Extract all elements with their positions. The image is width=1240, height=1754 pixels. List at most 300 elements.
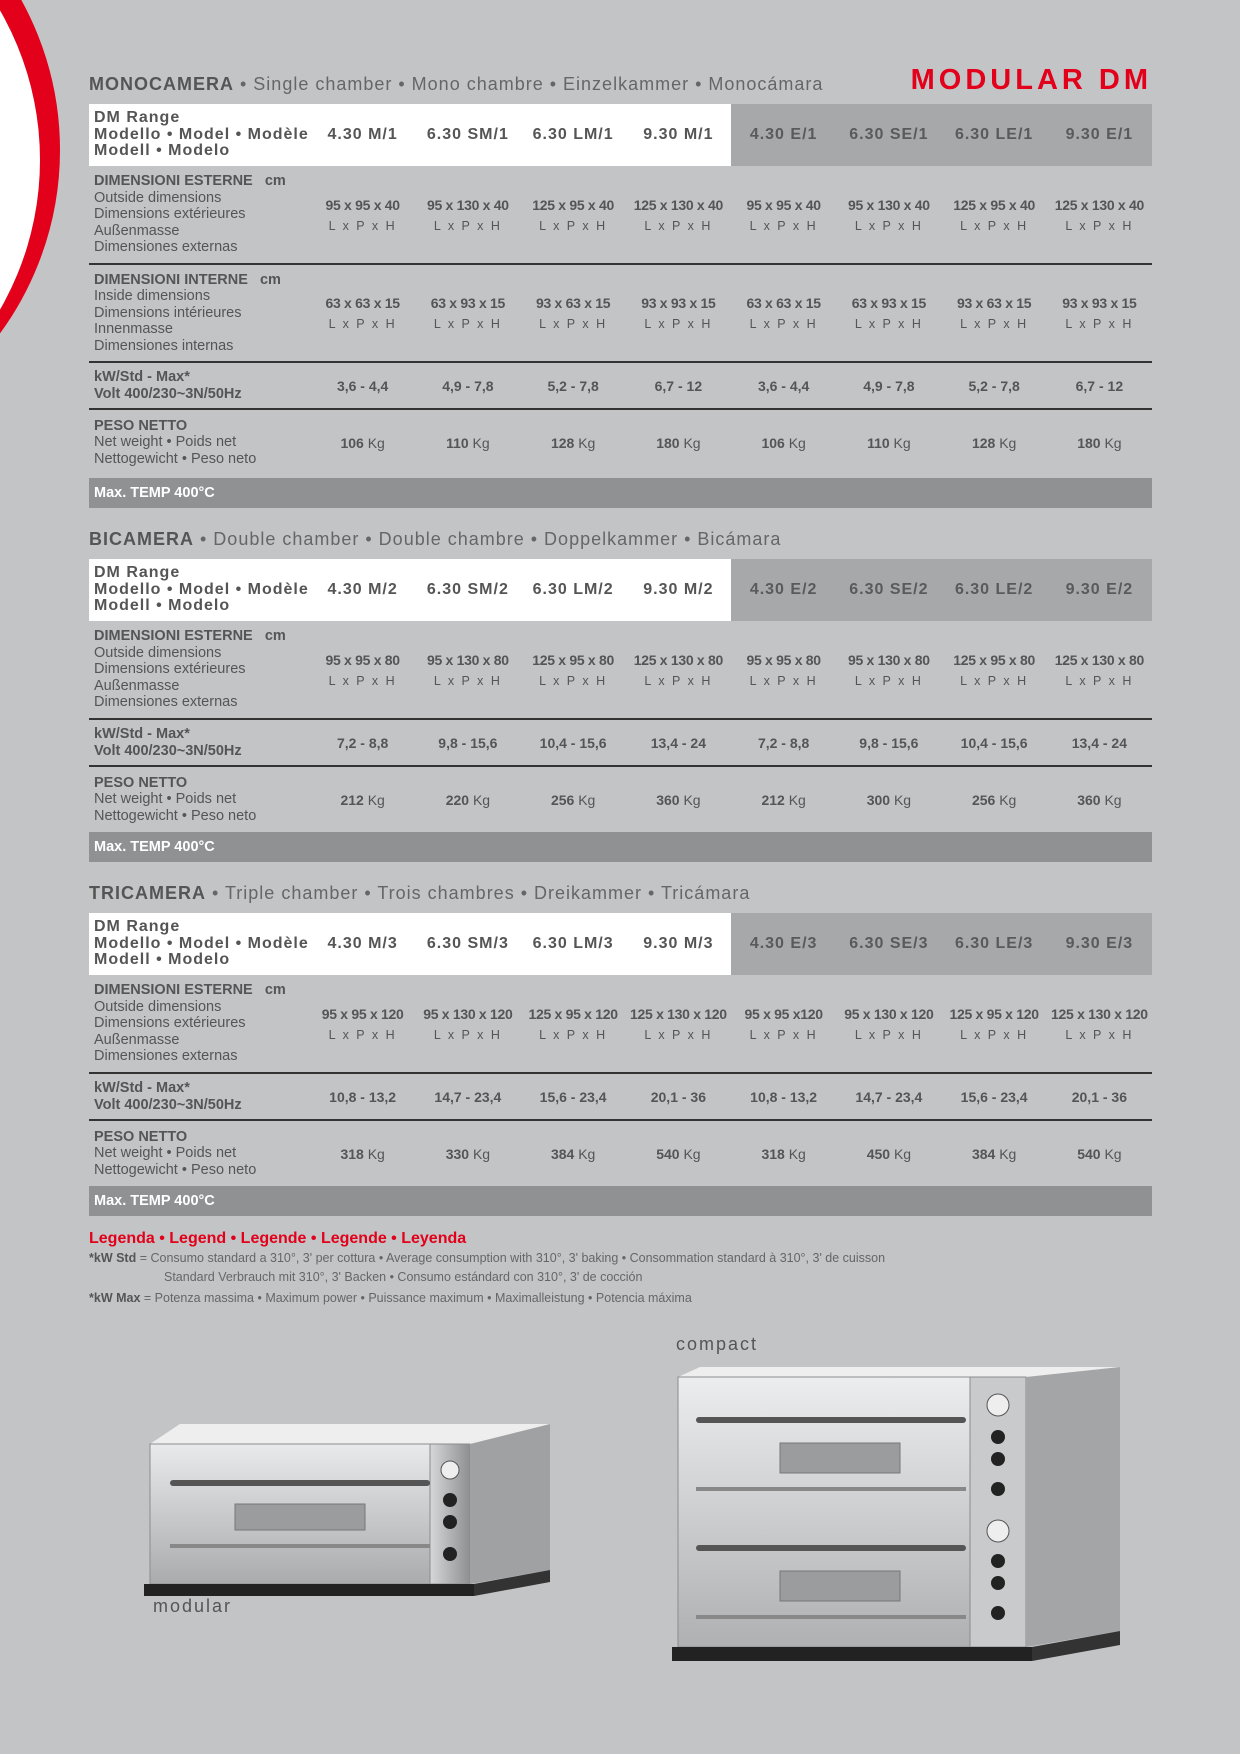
weight-value: 180 [656, 434, 680, 451]
weight-value: 110 [867, 434, 890, 451]
dimensions-cell [836, 166, 941, 264]
dimensions-value: 63 x 63 x 15 [325, 295, 400, 311]
legend-std-key: *kW Std [89, 1251, 137, 1265]
dimensions-cell [626, 166, 731, 264]
weight-unit: Kg [578, 791, 596, 808]
power-label-line: Volt 400/230~3N/50Hz [94, 1096, 242, 1113]
weight-value-cell [521, 766, 626, 832]
model-cell: 4.30 M/3 [310, 913, 415, 975]
dimensions-value: 95 x 130 x 40 [848, 196, 930, 213]
weight-value: 256 [971, 791, 996, 808]
weight-unit: Kg [367, 434, 385, 451]
model-label-line: Modell • Modelo [94, 951, 231, 969]
dimensions-cell [942, 621, 1047, 719]
weight-label [89, 409, 310, 475]
dimensions-label-line: Innenmasse [94, 321, 173, 338]
weight-row [89, 766, 1152, 832]
dimensions-cell [1047, 264, 1152, 362]
weight-unit: Kg [999, 791, 1017, 808]
weight-unit: Kg [893, 1145, 912, 1162]
power-label-line: kW/Std - Max* [94, 726, 190, 742]
power-value: 10,4 - 15,6 [521, 719, 626, 766]
weight-value: 540 [656, 1145, 680, 1162]
dimensions-label-line: Außenmasse [94, 677, 180, 694]
outside-dimensions-row [89, 621, 1152, 719]
dimensions-cell [731, 264, 836, 362]
dimensions-value: 95 x 95 x 40 [746, 196, 821, 213]
weight-value-cell [521, 1120, 626, 1186]
dimensions-axes: L x P x H [749, 317, 818, 331]
weight-value-cell [836, 409, 941, 475]
power-value: 4,9 - 7,8 [415, 362, 520, 409]
dimensions-value: 93 x 93 x 15 [1062, 295, 1137, 311]
dimensions-label [89, 621, 310, 719]
dimensions-value: 95 x 130 x 80 [848, 651, 930, 668]
dimensions-label-line: Dimensions intérieures [94, 304, 242, 321]
model-row [89, 913, 1152, 975]
power-row [89, 719, 1152, 766]
dimensions-cell [836, 975, 941, 1073]
model-label-line: Modello • Model • Modèle [94, 125, 309, 143]
max-temp-bar: Max. TEMP 400°C [89, 478, 1152, 508]
weight-value: 128 [550, 434, 575, 451]
power-value: 14,7 - 23,4 [836, 1073, 941, 1120]
dimensions-cell [1047, 166, 1152, 264]
model-label-line: Modell • Modelo [94, 142, 231, 160]
model-cell: 4.30 E/2 [731, 559, 836, 621]
dimensions-label-line: Dimensiones externas [94, 1048, 238, 1065]
dimensions-value: 95 x 95 x120 [744, 1005, 823, 1022]
power-row [89, 362, 1152, 409]
legend-max-key: *kW Max [89, 1291, 141, 1305]
model-cell: 6.30 SM/1 [415, 104, 520, 166]
weight-value-cell [1047, 766, 1152, 832]
power-value: 6,7 - 12 [626, 362, 731, 409]
dimensions-label-title: DIMENSIONI ESTERNE [94, 628, 253, 645]
weight-unit: Kg [367, 791, 385, 808]
dimensions-cell [626, 264, 731, 362]
model-cell: 6.30 SE/1 [836, 104, 941, 166]
dimensions-label-line: Dimensions extérieures [94, 206, 246, 223]
model-cell: 6.30 SE/3 [836, 913, 941, 975]
weight-unit: Kg [683, 1145, 701, 1162]
power-label-line: kW/Std - Max* [94, 1080, 190, 1096]
dimensions-cell [521, 975, 626, 1073]
section-title-mono [89, 74, 823, 95]
dimensions-value: 125 x 130 x 80 [633, 651, 723, 668]
dimensions-cell [310, 264, 415, 362]
weight-value: 256 [550, 791, 575, 808]
power-value: 3,6 - 4,4 [731, 362, 836, 409]
dimensions-unit: cm [264, 982, 286, 999]
weight-unit: Kg [472, 434, 490, 451]
dimensions-axes: L x P x H [854, 673, 923, 688]
model-cell: 4.30 E/3 [731, 913, 836, 975]
weight-row [89, 1120, 1152, 1186]
dimensions-value: 63 x 93 x 15 [430, 295, 505, 311]
weight-value-cell [310, 766, 415, 832]
weight-value-cell [836, 1120, 941, 1186]
compact-oven-image [670, 1365, 1130, 1665]
weight-value-cell [626, 766, 731, 832]
weight-value-cell [415, 766, 520, 832]
weight-value: 540 [1077, 1145, 1101, 1162]
dimensions-axes: L x P x H [539, 673, 608, 688]
dimensions-cell [1047, 975, 1152, 1073]
dimensions-axes: L x P x H [433, 317, 502, 331]
dimensions-label-line: Außenmasse [94, 222, 180, 239]
power-label-line: Volt 400/230~3N/50Hz [94, 385, 242, 402]
dimensions-cell [415, 975, 520, 1073]
weight-label-line: Net weight • Poids net [94, 434, 237, 451]
power-row [89, 1073, 1152, 1120]
dimensions-cell [942, 975, 1047, 1073]
dimensions-label [89, 975, 310, 1073]
model-cell: 9.30 M/3 [626, 913, 731, 975]
weight-unit: Kg [1104, 791, 1122, 808]
legend-std-line2: Standard Verbrauch mit 310°, 3' Backen • Consumo estándard con 310°, 3' de cocción [164, 1270, 643, 1284]
dimensions-label-line: Outside dimensions [94, 189, 222, 206]
spec-table-mono [89, 104, 1152, 475]
weight-value-cell [942, 409, 1047, 475]
dimensions-label-line: Dimensiones internas [94, 337, 234, 354]
dimensions-axes: L x P x H [433, 1027, 502, 1042]
section-title-rest: • Double chamber • Double chambre • Doppelkammer • Bicámara [194, 529, 782, 549]
dimensions-value: 93 x 63 x 15 [957, 295, 1032, 311]
dimensions-unit: cm [264, 173, 286, 190]
dimensions-axes: L x P x H [854, 1027, 923, 1042]
model-cell: 9.30 M/2 [626, 559, 731, 621]
weight-value-cell [836, 766, 941, 832]
dimensions-axes: L x P x H [1065, 218, 1134, 233]
dimensions-value: 95 x 130 x 80 [427, 651, 509, 668]
legend-title: Legenda • Legend • Legende • Legende • Leyenda [89, 1230, 467, 1247]
power-label-line: kW/Std - Max* [94, 369, 190, 385]
power-value: 4,9 - 7,8 [836, 362, 941, 409]
weight-value: 318 [761, 1145, 785, 1162]
dimensions-value: 95 x 95 x 80 [325, 651, 400, 668]
weight-value-cell [415, 1120, 520, 1186]
weight-value: 106 [761, 434, 785, 451]
dimensions-label-title: DIMENSIONI INTERNE [94, 271, 248, 288]
model-cell: 9.30 E/3 [1047, 913, 1152, 975]
outside-dimensions-row [89, 975, 1152, 1073]
section-title-bold: MONOCAMERA [89, 74, 234, 94]
weight-row [89, 409, 1152, 475]
weight-value-cell [626, 409, 731, 475]
model-cell: 4.30 M/1 [310, 104, 415, 166]
section-title-rest: • Triple chamber • Trois chambres • Dreikammer • Tricámara [206, 883, 751, 903]
dimensions-value: 125 x 130 x 120 [1051, 1005, 1148, 1022]
dimensions-cell [626, 621, 731, 719]
weight-label-title: PESO NETTO [94, 774, 188, 791]
dimensions-value: 125 x 130 x 40 [633, 196, 723, 213]
dimensions-value: 95 x 95 x 80 [746, 651, 821, 668]
dimensions-axes: L x P x H [644, 317, 713, 331]
dimensions-cell [310, 621, 415, 719]
weight-value-cell [942, 766, 1047, 832]
model-row [89, 104, 1152, 166]
weight-value-cell [731, 766, 836, 832]
dimensions-cell [731, 166, 836, 264]
dimensions-axes: L x P x H [960, 218, 1029, 233]
dimensions-cell [415, 621, 520, 719]
power-value: 5,2 - 7,8 [942, 362, 1047, 409]
dimensions-value: 125 x 95 x 120 [528, 1005, 618, 1022]
dimensions-value: 93 x 93 x 15 [641, 295, 716, 311]
dimensions-value: 125 x 130 x 80 [1054, 651, 1144, 668]
dimensions-cell [942, 264, 1047, 362]
dimensions-axes: L x P x H [960, 673, 1029, 688]
weight-value-cell [415, 409, 520, 475]
dimensions-axes: L x P x H [539, 218, 608, 233]
dimensions-value: 125 x 130 x 120 [630, 1005, 727, 1022]
weight-value: 212 [340, 791, 364, 808]
dimensions-cell [415, 166, 520, 264]
weight-unit: Kg [367, 1145, 385, 1162]
weight-unit: Kg [999, 1145, 1017, 1162]
dimensions-axes: L x P x H [1065, 1027, 1134, 1042]
power-label [89, 719, 310, 766]
weight-unit: Kg [683, 791, 701, 808]
model-cell: 6.30 LE/1 [942, 104, 1047, 166]
weight-label-line: Nettogewicht • Peso neto [94, 807, 257, 824]
model-cell: 9.30 E/1 [1047, 104, 1152, 166]
dimensions-label-title: DIMENSIONI ESTERNE [94, 982, 253, 999]
dimensions-axes: L x P x H [854, 317, 923, 331]
weight-value-cell [731, 409, 836, 475]
dimensions-label-line: Inside dimensions [94, 288, 211, 305]
weight-value-cell [1047, 409, 1152, 475]
model-cell: 6.30 LM/1 [521, 104, 626, 166]
dimensions-cell [626, 975, 731, 1073]
weight-unit: Kg [683, 434, 701, 451]
dimensions-label-line: Außenmasse [94, 1031, 180, 1048]
power-value: 15,6 - 23,4 [942, 1073, 1047, 1120]
caption-modular: modular [153, 1596, 233, 1616]
model-label-title: DM Range [94, 918, 181, 936]
power-label [89, 1073, 310, 1120]
power-value: 7,2 - 8,8 [310, 719, 415, 766]
weight-label [89, 766, 310, 832]
model-label [89, 913, 310, 975]
modular-oven-image [140, 1420, 570, 1600]
power-value: 20,1 - 36 [1047, 1073, 1152, 1120]
model-cell: 6.30 LE/3 [942, 913, 1047, 975]
model-cell: 6.30 LE/2 [942, 559, 1047, 621]
weight-label-line: Nettogewicht • Peso neto [94, 1161, 257, 1178]
dimensions-axes: L x P x H [433, 218, 502, 233]
model-label-title: DM Range [94, 109, 181, 127]
dimensions-value: 93 x 63 x 15 [536, 295, 611, 311]
model-cell: 4.30 M/2 [310, 559, 415, 621]
dimensions-value: 125 x 95 x 40 [532, 196, 614, 213]
model-label-line: Modello • Model • Modèle [94, 934, 309, 952]
dimensions-axes: L x P x H [960, 317, 1029, 331]
power-value: 13,4 - 24 [1047, 719, 1152, 766]
dimensions-value: 63 x 93 x 15 [851, 295, 926, 311]
dimensions-cell [836, 621, 941, 719]
model-row [89, 559, 1152, 621]
weight-value: 384 [971, 1145, 996, 1162]
weight-unit: Kg [578, 434, 596, 451]
dimensions-axes: L x P x H [749, 673, 818, 688]
dimensions-axes: L x P x H [749, 218, 818, 233]
model-label-line: Modello • Model • Modèle [94, 580, 309, 598]
weight-label-line: Net weight • Poids net [94, 1145, 237, 1162]
weight-value: 450 [866, 1145, 891, 1162]
power-value: 10,8 - 13,2 [731, 1073, 836, 1120]
weight-value: 360 [1077, 791, 1101, 808]
weight-value-cell [942, 1120, 1047, 1186]
power-value: 15,6 - 23,4 [521, 1073, 626, 1120]
weight-value: 220 [445, 791, 470, 808]
section-title-rest: • Single chamber • Mono chambre • Einzelkammer • Monocámara [234, 74, 824, 94]
dimensions-cell [731, 975, 836, 1073]
dimensions-axes: L x P x H [854, 218, 923, 233]
weight-value-cell [731, 1120, 836, 1186]
weight-unit: Kg [1104, 1145, 1122, 1162]
outside-dimensions-row [89, 166, 1152, 264]
power-value: 9,8 - 15,6 [836, 719, 941, 766]
weight-value-cell [310, 1120, 415, 1186]
weight-unit: Kg [472, 1145, 491, 1162]
power-value: 14,7 - 23,4 [415, 1073, 520, 1120]
dimensions-value: 95 x 130 x 40 [427, 196, 509, 213]
weight-label-line: Nettogewicht • Peso neto [94, 450, 257, 467]
model-cell: 4.30 E/1 [731, 104, 836, 166]
weight-label-line: Net weight • Poids net [94, 791, 237, 808]
dimensions-axes: L x P x H [644, 218, 713, 233]
dimensions-axes: L x P x H [328, 218, 397, 233]
model-cell: 9.30 E/2 [1047, 559, 1152, 621]
dimensions-value: 95 x 95 x 40 [325, 196, 400, 213]
weight-unit: Kg [999, 434, 1017, 451]
dimensions-unit: cm [264, 628, 286, 645]
dimensions-label-line: Dimensiones externas [94, 239, 238, 256]
dimensions-label-title: DIMENSIONI ESTERNE [94, 173, 253, 190]
power-value: 9,8 - 15,6 [415, 719, 520, 766]
weight-unit: Kg [788, 434, 806, 451]
model-cell: 6.30 SM/2 [415, 559, 520, 621]
dimensions-cell [415, 264, 520, 362]
dimensions-value: 125 x 95 x 120 [949, 1005, 1039, 1022]
model-cell: 6.30 SE/2 [836, 559, 941, 621]
section-title-bold: TRICAMERA [89, 883, 206, 903]
dimensions-axes: L x P x H [539, 1027, 608, 1042]
model-cell: 6.30 LM/3 [521, 913, 626, 975]
model-label-line: Modell • Modelo [94, 597, 231, 615]
dimensions-value: 125 x 95 x 80 [532, 651, 614, 668]
dimensions-value: 125 x 95 x 40 [953, 196, 1035, 213]
dimensions-label-line: Dimensions extérieures [94, 661, 246, 678]
dimensions-cell [836, 264, 941, 362]
dimensions-cell [521, 166, 626, 264]
section-title-bi [89, 529, 781, 550]
dimensions-value: 125 x 95 x 80 [953, 651, 1035, 668]
legend-std-text: = Consumo standard a 310°, 3' per cottura • Average consumption with 310°, 3' baking • Consommation standard à 310°, 3' de cuisson [136, 1251, 886, 1265]
weight-value: 212 [761, 791, 785, 808]
dimensions-label-line: Dimensions extérieures [94, 1015, 246, 1032]
dimensions-value: 95 x 130 x 120 [844, 1005, 934, 1022]
dimensions-axes: L x P x H [328, 1027, 397, 1042]
legend-max [89, 1291, 692, 1305]
power-value: 7,2 - 8,8 [731, 719, 836, 766]
dimensions-axes: L x P x H [1065, 673, 1134, 688]
dimensions-axes: L x P x H [433, 673, 502, 688]
weight-unit: Kg [893, 434, 911, 451]
weight-value-cell [1047, 1120, 1152, 1186]
dimensions-cell [310, 166, 415, 264]
power-value: 20,1 - 36 [626, 1073, 731, 1120]
dimensions-cell [521, 621, 626, 719]
weight-value: 384 [550, 1145, 575, 1162]
dimensions-axes: L x P x H [1065, 317, 1134, 331]
dimensions-axes: L x P x H [539, 317, 608, 331]
weight-value-cell [310, 409, 415, 475]
dimensions-label-line: Dimensiones externas [94, 694, 238, 711]
spec-table-bi [89, 559, 1152, 832]
dimensions-value: 95 x 95 x 120 [321, 1005, 404, 1022]
dimensions-axes: L x P x H [328, 673, 397, 688]
dimensions-value: 125 x 130 x 40 [1054, 196, 1144, 213]
dimensions-cell [1047, 621, 1152, 719]
weight-value: 180 [1077, 434, 1101, 451]
section-title-tri [89, 883, 750, 904]
weight-value: 318 [340, 1145, 364, 1162]
dimensions-axes: L x P x H [328, 317, 397, 331]
weight-value: 360 [656, 791, 680, 808]
power-value: 13,4 - 24 [626, 719, 731, 766]
dimensions-cell [731, 621, 836, 719]
weight-value: 330 [445, 1145, 470, 1162]
spec-table-tri [89, 913, 1152, 1186]
dimensions-axes: L x P x H [644, 673, 713, 688]
power-value: 6,7 - 12 [1047, 362, 1152, 409]
dimensions-cell [521, 264, 626, 362]
weight-unit: Kg [893, 791, 912, 808]
power-value: 10,4 - 15,6 [942, 719, 1047, 766]
weight-value-cell [626, 1120, 731, 1186]
weight-value: 128 [971, 434, 996, 451]
weight-label-title: PESO NETTO [94, 1128, 188, 1145]
dimensions-label [89, 264, 310, 362]
inside-dimensions-row [89, 264, 1152, 362]
model-cell: 9.30 M/1 [626, 104, 731, 166]
dimensions-axes: L x P x H [749, 1027, 818, 1042]
legend-std [89, 1251, 885, 1265]
model-cell: 6.30 SM/3 [415, 913, 520, 975]
section-title-bold: BICAMERA [89, 529, 194, 549]
power-value: 3,6 - 4,4 [310, 362, 415, 409]
weight-label-title: PESO NETTO [94, 417, 188, 434]
weight-unit: Kg [788, 791, 806, 808]
weight-value: 300 [866, 791, 891, 808]
weight-unit: Kg [1104, 434, 1122, 451]
power-value: 5,2 - 7,8 [521, 362, 626, 409]
dimensions-label-line: Outside dimensions [94, 998, 222, 1015]
power-value: 10,8 - 13,2 [310, 1073, 415, 1120]
weight-unit: Kg [578, 1145, 596, 1162]
dimensions-cell [310, 975, 415, 1073]
legend-max-text: = Potenza massima • Maximum power • Puissance maximum • Maximalleistung • Potencia máxima [140, 1291, 692, 1305]
dimensions-value: 95 x 130 x 120 [423, 1005, 513, 1022]
dimensions-value: 63 x 63 x 15 [746, 295, 821, 311]
weight-value: 110 [446, 434, 469, 451]
model-label [89, 559, 310, 621]
model-label [89, 104, 310, 166]
brand-title: MODULAR DM [910, 64, 1152, 96]
